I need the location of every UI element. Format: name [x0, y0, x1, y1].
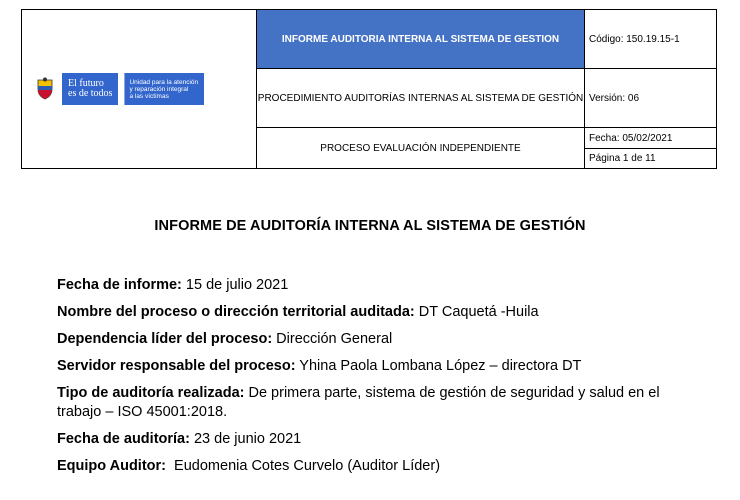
header-title: INFORME AUDITORIA INTERNA AL SISTEMA DE GESTION — [257, 10, 585, 69]
header-table — [21, 9, 717, 169]
logo-cell — [22, 10, 257, 169]
field-report-date: Fecha de informe: 15 de julio 2021 — [57, 277, 289, 293]
entity-logo — [34, 73, 256, 105]
document-date: Fecha: 05/02/2021 — [585, 128, 717, 149]
field-lead-dependency: Dependencia líder del proceso: Dirección General — [57, 331, 393, 347]
page-number: Página 1 de 11 — [585, 149, 717, 169]
field-audit-team: Equipo Auditor: Eudomenia Cotes Curvelo (Auditor Líder) — [57, 458, 441, 474]
field-audit-type: Tipo de auditoría realizada: De primera parte, sistema de gestión de seguridad y salud en el trabajo – ISO 45001:2018. — [57, 385, 660, 420]
coat-of-arms-icon — [34, 77, 56, 101]
process-name: PROCESO EVALUACIÓN INDEPENDIENTE — [257, 128, 585, 169]
field-responsible-official: Servidor responsable del proceso: Yhina Paola Lombana López – directora DT — [57, 358, 582, 374]
field-audited-process: Nombre del proceso o dirección territorial auditada: DT Caquetá -Huila — [57, 304, 539, 320]
report-fields — [57, 276, 697, 484]
logo-main-text: El futuro es de todos — [62, 73, 118, 105]
document-code: Código: 150.19.15-1 — [585, 10, 717, 69]
document-title: INFORME DE AUDITORÍA INTERNA AL SISTEMA DE GESTIÓN — [154, 218, 586, 234]
document-version: Versión: 06 — [585, 69, 717, 128]
logo-subtitle: Unidad para la atención y reparación integral a las víctimas — [124, 73, 204, 105]
procedure-name: PROCEDIMIENTO AUDITORÍAS INTERNAS AL SISTEMA DE GESTIÓN — [257, 69, 585, 128]
field-audit-date: Fecha de auditoría: 23 de junio 2021 — [57, 431, 302, 447]
